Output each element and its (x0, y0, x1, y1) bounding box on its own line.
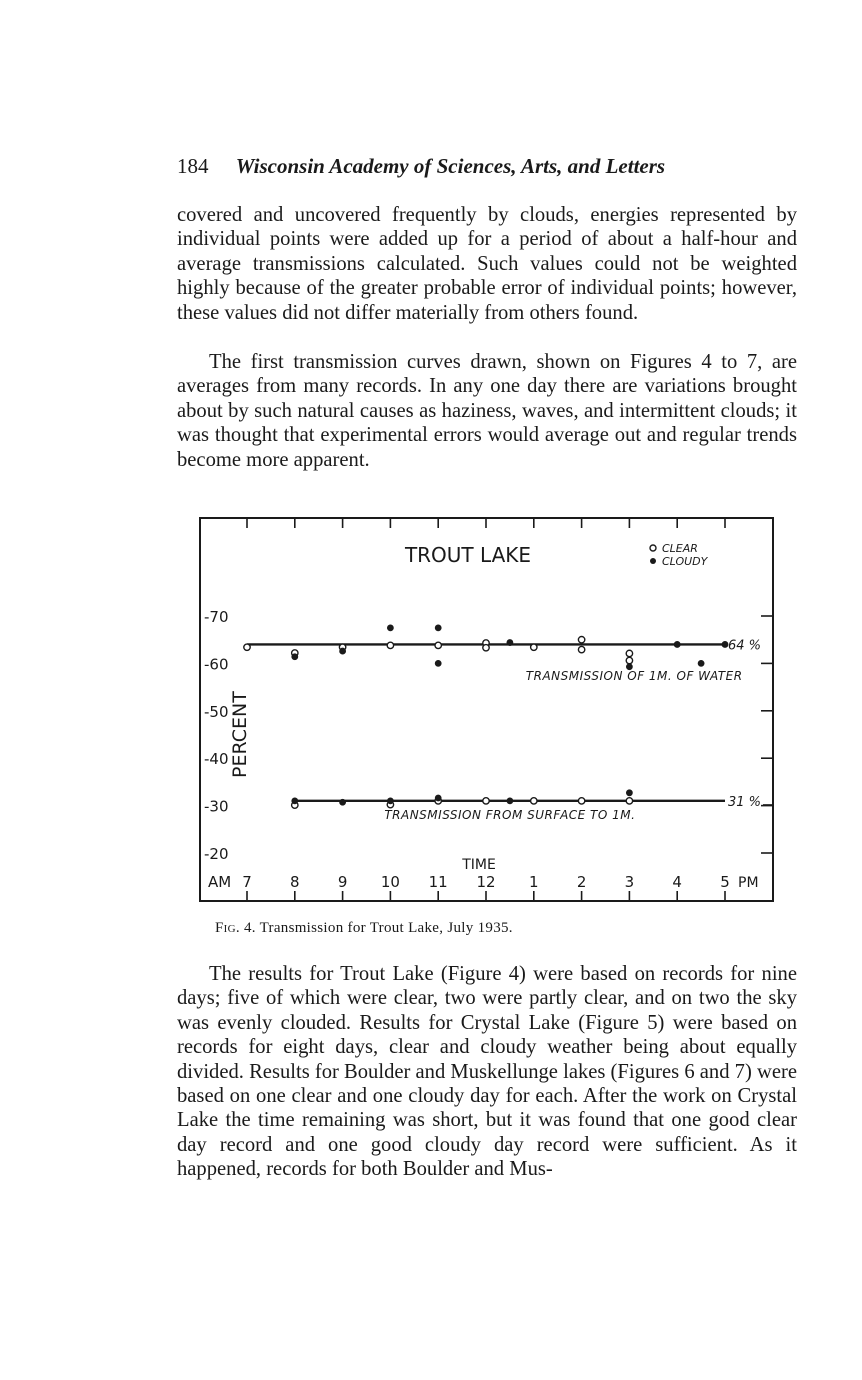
clear-point (387, 642, 393, 648)
x-tick-label: 12 (476, 873, 496, 891)
annotation-1m-water: TRANSMISSION OF 1M. OF WATER (525, 668, 743, 683)
data-points (244, 625, 728, 809)
cloudy-point (292, 798, 298, 804)
caption-label: Fig. 4. (215, 920, 256, 936)
cloudy-point (435, 660, 441, 666)
paragraph-1: covered and uncovered frequently by clouds, energies represented by individual points were added up for a period of about a half-hour and average transmissions calculated. Such values could not be weighted highly because of the greater probable error of individual points; however, these values did not differ materially from others found. (177, 204, 797, 324)
paragraph-2: The first transmission curves drawn, shown on Figures 4 to 7, are averages from many records. In any one day there are variations brought about by such natural causes as haziness, waves, and intermittent clouds; it was thought that experimental errors would average out and regular trends become more apparent. (177, 351, 797, 471)
x-tick-label: 4 (672, 873, 682, 891)
y-tick-label: -40 (204, 750, 229, 769)
y-tick-label: -60 (204, 655, 229, 674)
chart-labels (204, 542, 761, 891)
cloudy-point (626, 790, 632, 796)
cloudy-point (340, 799, 346, 805)
clear-point (578, 637, 584, 643)
clear-point (578, 646, 584, 652)
y-tick-label: -20 (204, 845, 229, 863)
x-tick-label: 7 (242, 873, 252, 891)
cloudy-point (387, 798, 393, 804)
clear-point (531, 644, 537, 650)
line-value-label: 64 % (728, 638, 762, 654)
clear-point (244, 644, 250, 650)
clear-point (483, 645, 489, 651)
clear-point (435, 642, 441, 648)
legend-cloudy-marker (650, 558, 656, 564)
clear-point (626, 798, 632, 804)
annotation-surface-1m: TRANSMISSION FROM SURFACE TO 1M. (384, 807, 636, 822)
cloudy-point (387, 625, 393, 631)
legend-clear-label: CLEAR (662, 542, 698, 555)
cloudy-point (435, 795, 441, 801)
clear-point (578, 798, 584, 804)
y-tick-label: -50 (204, 702, 229, 721)
cloudy-point (698, 660, 704, 666)
legend-clear-marker (650, 545, 656, 551)
cloudy-point (674, 641, 680, 647)
caption-text: Transmission for Trout Lake, July 1935. (259, 920, 513, 936)
journal-title: Wisconsin Academy of Sciences, Arts, and Letters (235, 154, 666, 178)
chart-svg (198, 516, 775, 904)
x-prefix-label: AM (208, 873, 232, 891)
x-tick-label: 11 (428, 873, 448, 891)
clear-point (531, 798, 537, 804)
x-tick-label: 2 (576, 873, 587, 891)
cloudy-point (340, 648, 346, 654)
cloudy-point (292, 654, 298, 660)
x-tick-label: 1 (529, 873, 539, 891)
cloudy-point (507, 639, 513, 645)
x-suffix-label: PM (738, 875, 759, 891)
page-number: 184 (177, 154, 209, 178)
axis-ticks (247, 518, 773, 902)
clear-point (626, 657, 632, 663)
x-tick-label: 9 (337, 873, 348, 891)
x-tick-label: 5 (720, 873, 730, 891)
y-tick-label: -30 (204, 797, 229, 816)
x-tick-label: 3 (624, 873, 635, 891)
line-value-label: 31 % (728, 794, 762, 810)
running-header (177, 153, 797, 179)
x-axis-label: TIME (462, 857, 496, 873)
cloudy-point (435, 625, 441, 631)
cloudy-point (507, 798, 513, 804)
clear-point (483, 798, 489, 804)
figure-caption (215, 918, 775, 938)
x-tick-label: 10 (380, 873, 400, 891)
plot-frame (200, 518, 773, 901)
chart-title: TROUT LAKE (404, 543, 532, 567)
y-axis-label: PERCENT (229, 691, 251, 778)
clear-point (626, 650, 632, 656)
figure-4-chart (198, 516, 775, 904)
paragraph-3: The results for Trout Lake (Figure 4) were based on records for nine days; five of which were clear, two were partly clear, and on two the sky was evenly clouded. Results for Crystal Lake (Figure 5) were based on records for eight days, clear and cloudy weather being about equally divided. Results for Boulder and Muskellunge lakes (Figures 6 and 7) were based on one clear and one cloudy day for each. After the work on Crystal Lake the time remaining was short, but it was found that one good clear day record and one good cloudy day record were sufficient. As it happened, records for both Boulder and Mus- (177, 963, 797, 1181)
y-tick-label: -70 (204, 608, 229, 626)
x-tick-label: 8 (290, 873, 300, 891)
legend-cloudy-label: CLOUDY (662, 555, 708, 568)
